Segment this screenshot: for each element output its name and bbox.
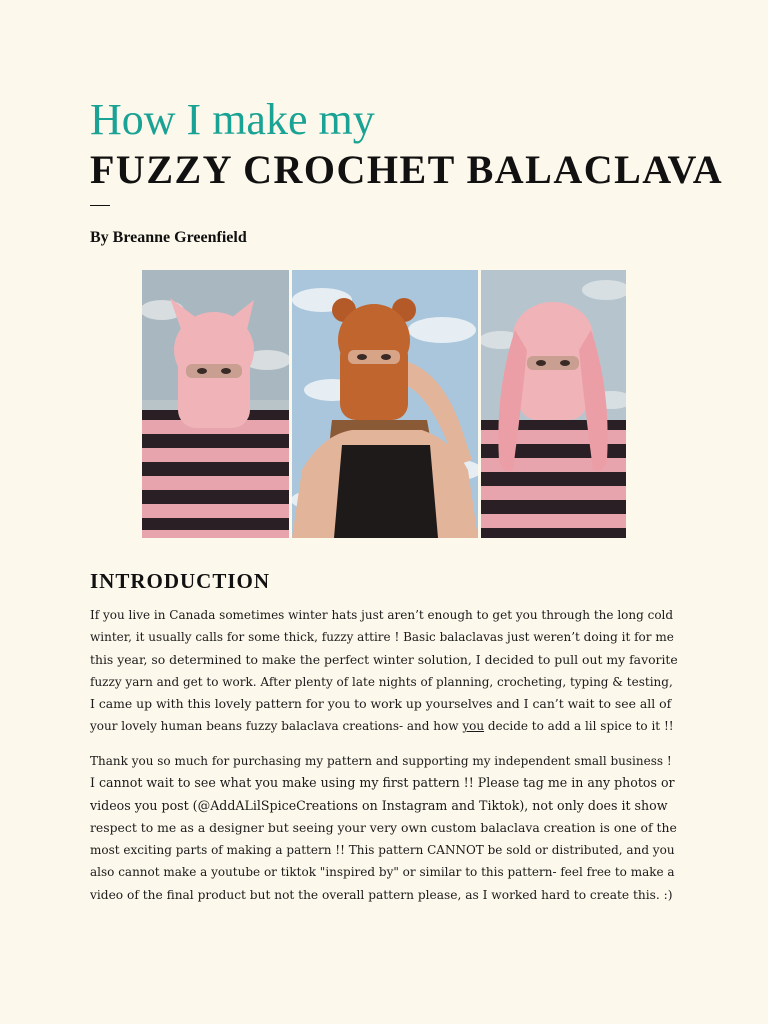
paragraph-line: Thank you so much for purchasing my pattern and supporting my independent small business ! <box>90 754 672 768</box>
paragraph-line: video of the final product but not the overall pattern please, as I worked hard to create this. :) <box>90 887 673 902</box>
page-title: FUZZY CROCHET BALACLAVA <box>90 147 724 192</box>
paragraph-line: respect to me as a designer but seeing your very own custom balaclava creation is one of the <box>90 819 677 835</box>
photo-bunny-ear-balaclava <box>481 270 626 538</box>
paragraph-line: videos you post (@AddALilSpiceCreations on Instagram and Tiktok), not only does it show <box>90 797 668 813</box>
paragraph-line: fuzzy yarn and get to work. After plenty of late nights of planning, crocheting, typing & testing, <box>90 674 673 689</box>
intro-paragraph-2 <box>90 750 680 906</box>
paragraph-line: I came up with this lovely pattern for you to work up yourselves and I can’t wait to see all of <box>90 696 672 712</box>
paragraph-line: most exciting parts of making a pattern !! This pattern CANNOT be sold or distributed, and you <box>90 843 675 858</box>
paragraph-text: decide to add a lil spice to it !! <box>484 719 674 734</box>
paragraph-line-last <box>90 715 680 737</box>
document-page <box>90 0 724 1024</box>
author-byline: By Breanne Greenfield <box>90 229 247 246</box>
paragraph-line: If you live in Canada sometimes winter hats just aren’t enough to get you through the long cold <box>90 608 674 622</box>
intro-paragraph-1 <box>90 604 680 738</box>
photo-bear-ear-balaclava <box>292 270 478 538</box>
paragraph-text: your lovely human beans fuzzy balaclava creations- and how <box>90 719 463 734</box>
section-heading-introduction: INTRODUCTION <box>90 569 271 593</box>
paragraph-line: winter, it usually calls for some thick, fuzzy attire ! Basic balaclavas just weren’t doing it for me <box>90 630 674 645</box>
title-subheading: How I make my <box>90 95 375 144</box>
paragraph-line: also cannot make a youtube or tiktok "inspired by" or similar to this pattern- feel free to make a <box>90 865 675 880</box>
paragraph-line: I cannot wait to see what you make using my first pattern !! Please tag me in any photos or <box>90 775 675 791</box>
paragraph-line: this year, so determined to make the perfect winter solution, I decided to pull out my favorite <box>90 651 678 667</box>
photo-collage <box>142 270 626 538</box>
underlined-word: you <box>462 719 485 734</box>
title-divider <box>90 205 110 206</box>
photo-cat-ear-balaclava <box>142 270 289 538</box>
